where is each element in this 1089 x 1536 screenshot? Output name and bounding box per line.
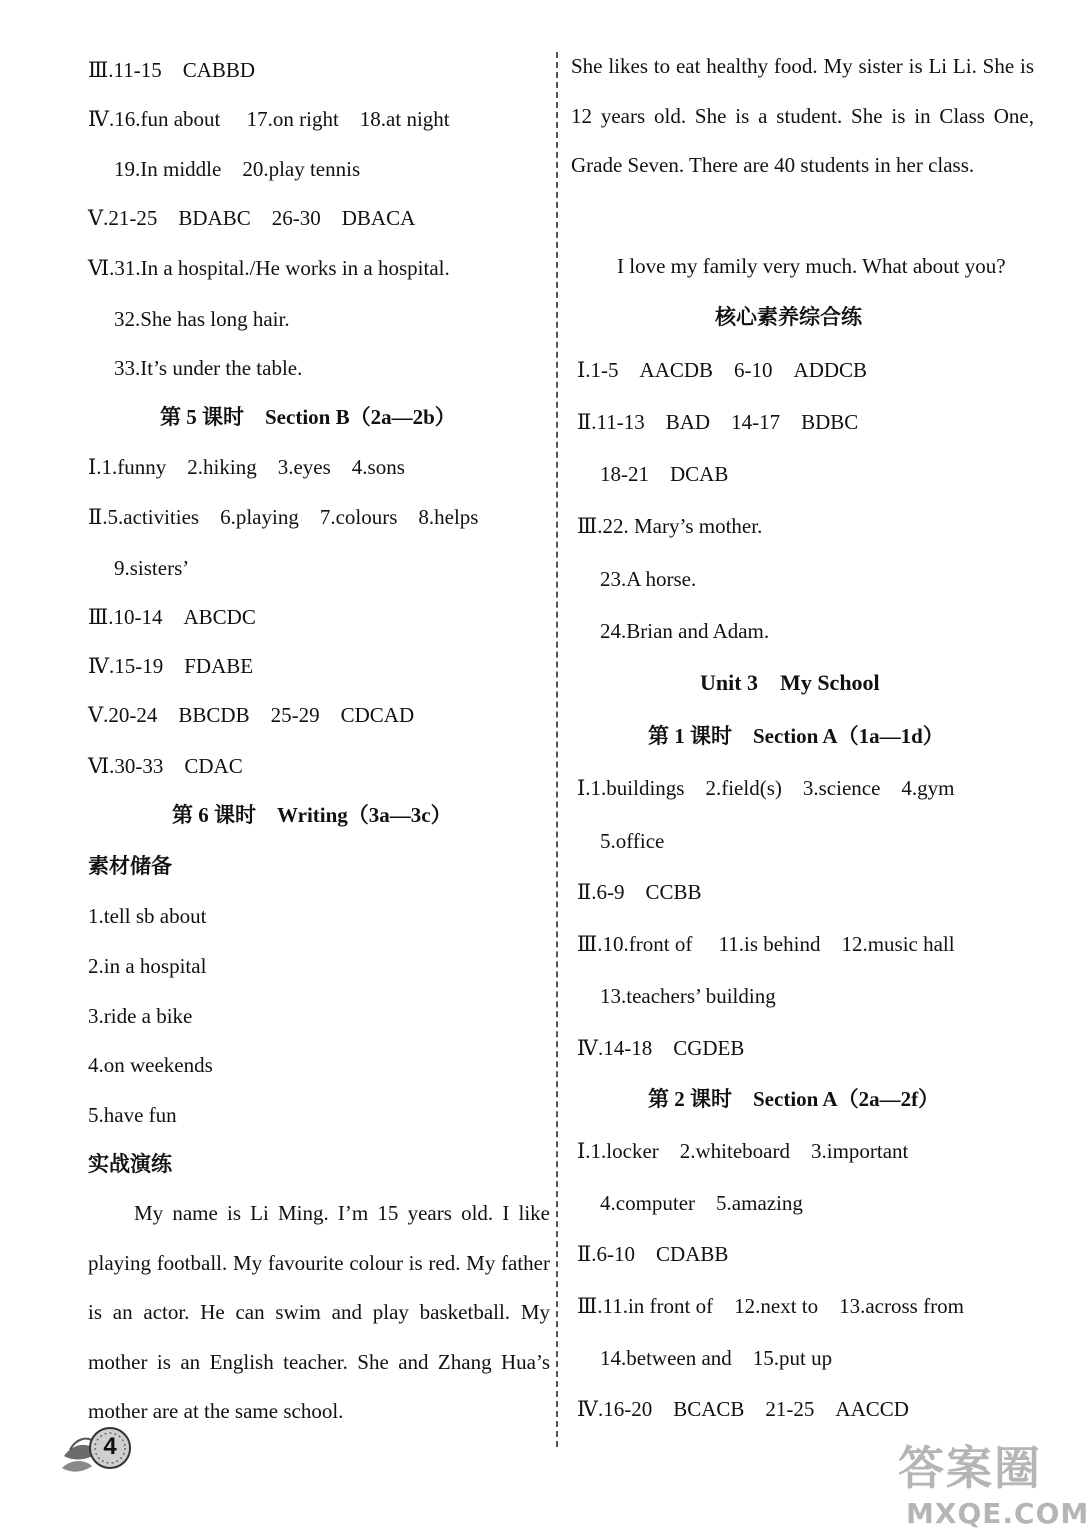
lesson-6-heading: 第 6 课时 Writing（3a—3c）: [172, 803, 452, 827]
answer-line: Ⅳ.16.fun about 17.on right 18.at night: [88, 107, 450, 131]
material-item: 1.tell sb about: [88, 904, 207, 928]
answer-line: 13.teachers’ building: [600, 984, 776, 1008]
answer-line: Ⅵ.31.In a hospital./He works in a hospital.: [88, 256, 450, 280]
answer-line: Ⅲ.10.front of 11.is behind 12.music hall: [577, 932, 955, 956]
material-item: 3.ride a bike: [88, 1004, 193, 1028]
material-item: 4.on weekends: [88, 1053, 213, 1077]
material-item: 2.in a hospital: [88, 954, 207, 978]
answer-line: Ⅳ.16-20 BCACB 21-25 AACCD: [577, 1397, 909, 1421]
answer-line: 5.office: [600, 829, 665, 853]
answer-line: 32.She has long hair.: [114, 307, 290, 331]
answer-line: 33.It’s under the table.: [114, 356, 303, 380]
watermark-url: MXQE.COM: [906, 1497, 1089, 1530]
answer-line: Ⅰ.1-5 AACDB 6-10 ADDCB: [577, 358, 868, 382]
material-heading: 素材储备: [88, 854, 172, 878]
core-practice-heading: 核心素养综合练: [715, 305, 862, 329]
watermark-text: 答案圈: [898, 1441, 1042, 1495]
answer-line: 23.A horse.: [600, 567, 697, 591]
lesson-2-heading: 第 2 课时 Section A（2a—2f）: [648, 1087, 940, 1111]
answer-line: 18-21 DCAB: [600, 462, 729, 486]
answer-line: 24.Brian and Adam.: [600, 619, 770, 643]
answer-line: Ⅳ.15-19 FDABE: [88, 654, 254, 678]
answer-line: Ⅱ.11-13 BAD 14-17 BDBC: [577, 410, 859, 434]
essay-paragraph: My name is Li Ming. I’m 15 years old. I like playing football. My favourite colour is red. My father is an actor. He can swim and play basketball. My mother is an English teacher. She and Zhang Hua’s mother are at the same school.: [88, 1201, 550, 1424]
watermark: [880, 1440, 1089, 1536]
answer-line: 4.computer 5.amazing: [600, 1191, 803, 1215]
answer-line: Ⅰ.1.buildings 2.field(s) 3.science 4.gym: [577, 776, 955, 800]
practice-heading: 实战演练: [88, 1152, 172, 1176]
page-number-badge: [60, 1412, 148, 1478]
answer-line: Ⅵ.30-33 CDAC: [88, 754, 243, 778]
answer-line: Ⅲ.11-15 CABBD: [88, 58, 256, 82]
essay-closing: I love my family very much. What about you?: [617, 254, 1006, 278]
answer-line: Ⅳ.14-18 CGDEB: [577, 1036, 745, 1060]
answer-line: Ⅱ.6-9 CCBB: [577, 880, 702, 904]
answer-line: Ⅴ.20-24 BBCDB 25-29 CDCAD: [88, 703, 415, 727]
answer-line: Ⅲ.22. Mary’s mother.: [577, 514, 763, 538]
unit-heading: Unit 3 My School: [700, 670, 880, 695]
answer-line: 19.In middle 20.play tennis: [114, 157, 361, 181]
lesson-5-heading: 第 5 课时 Section B（2a—2b）: [160, 405, 456, 429]
answer-line: Ⅴ.21-25 BDABC 26-30 DBACA: [88, 206, 416, 230]
answer-line: Ⅱ.5.activities 6.playing 7.colours 8.helps: [88, 505, 479, 529]
column-divider: [556, 52, 558, 1447]
page-number: 4: [103, 1433, 117, 1460]
essay-continuation: She likes to eat healthy food. My sister is Li Li. She is 12 years old. She is a student. She is in Class One, Grade Seven. There are 40 students in her class.: [571, 54, 1034, 178]
answer-line: Ⅱ.6-10 CDABB: [577, 1242, 729, 1266]
answer-line: Ⅲ.11.in front of 12.next to 13.across from: [577, 1294, 964, 1318]
lesson-1-heading: 第 1 课时 Section A（1a—1d）: [648, 724, 944, 748]
answer-line: 9.sisters’: [114, 556, 190, 580]
material-item: 5.have fun: [88, 1103, 177, 1127]
answer-line: Ⅰ.1.locker 2.whiteboard 3.important: [577, 1139, 909, 1163]
answer-line: Ⅰ.1.funny 2.hiking 3.eyes 4.sons: [88, 455, 405, 479]
answer-line: 14.between and 15.put up: [600, 1346, 833, 1370]
answer-line: Ⅲ.10-14 ABCDC: [88, 605, 256, 629]
